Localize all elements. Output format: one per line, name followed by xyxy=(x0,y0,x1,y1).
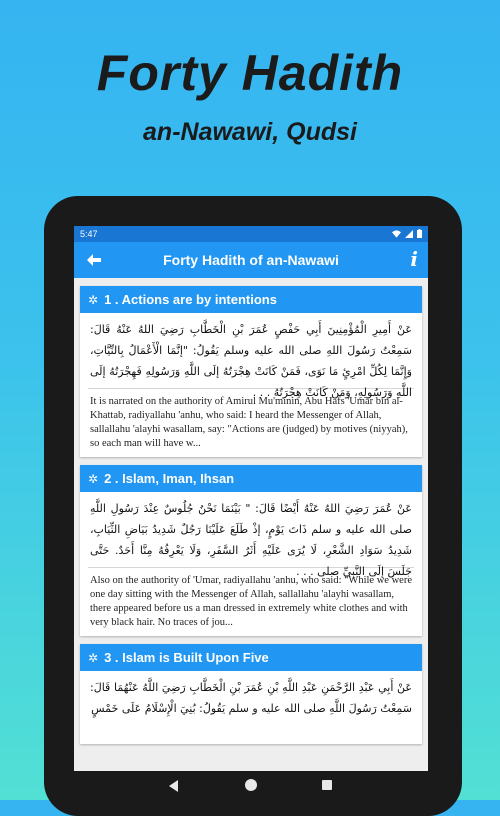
gear-icon: ✲ xyxy=(88,650,99,665)
signal-icon xyxy=(405,230,413,238)
nav-recents-icon[interactable] xyxy=(322,780,332,790)
hadith-card-2[interactable] xyxy=(80,465,422,636)
nav-home-icon[interactable] xyxy=(245,779,257,791)
hadith-card-3[interactable] xyxy=(80,644,422,744)
hadith-arabic-text: عَنْ أَبِي عَبْدِ الرَّحْمَنِ عَبْدِ اللَّهِ بْنِ عُمَرَ بْنِ الْخَطَّابِ رَضِيَ اللَّهُ عَنْهُمَا قَالَ: سَمِعْتُ رَسُولَ اللَّهِ صلى الله عليه و سلم يَقُولُ: بُنِيَ الْإِسْلَامُ عَلَى خَمْسٍ xyxy=(90,681,412,715)
hadith-card-header xyxy=(80,465,422,492)
wifi-icon xyxy=(392,230,401,238)
hadith-english-text: Also on the authority of 'Umar, radiyallahu 'anhu, who said: "While we were one day sitting with the Messenger of Allah, sallallahu 'alayhi wasallam, there appeared before us a man dressed in extremely white clothes and with very black hair. No traces of jou... xyxy=(90,575,412,628)
hadith-title: 2 . Islam, Iman, Ihsan xyxy=(104,471,235,486)
info-icon[interactable]: i xyxy=(410,247,418,271)
gear-icon: ✲ xyxy=(88,292,99,307)
hadith-list[interactable] xyxy=(80,286,422,752)
gear-icon: ✲ xyxy=(88,471,99,486)
hadith-title: 3 . Islam is Built Upon Five xyxy=(104,650,269,665)
hadith-english-text: It is narrated on the authority of Amirul Mu'minin, Abu Hafs 'Umar bin al-Khattab, radiyallahu 'anhu, who said: I heard the Messenger of Allah, sallallahu 'alayhi wasallam, say: "Actions are (judged) by motives (niyyah), so each man will have w... xyxy=(90,396,408,449)
back-arrow-icon[interactable] xyxy=(84,250,104,270)
app-bar-title: Forty Hadith of an-Nawawi xyxy=(163,252,339,268)
promo-title: Forty Hadith xyxy=(96,45,404,101)
app-bar xyxy=(74,242,428,278)
hadith-arabic-text: عَنْ عُمَرَ رَضِيَ اللهُ عَنْهُ أَيْضًا قَالَ: " بَيْنَمَا نَحْنُ جُلُوسٌ عِنْدَ رَسُولِ اللَّهِ صلى الله عليه و سلم ذَاتَ يَوْمٍ، إذْ طَلَعَ عَلَيْنَا رَجُلٌ شَدِيدُ بَيَاضِ الثِّيَابِ، شَدِيدُ سَوَادِ الشَّعْرِ، لَا يُرَى عَلَيْهِ أَثَرُ السَّفَرِ، وَلَا يَعْرِفُهُ مِنَّا أَحَدٌ. حَتَّى جَلَسَ إلَى النَّبِيِّ صلى . . . xyxy=(90,502,412,578)
hadith-card-1[interactable] xyxy=(80,286,422,457)
hadith-title: 1 . Actions are by intentions xyxy=(104,292,277,307)
nav-back-icon[interactable] xyxy=(169,780,178,792)
hadith-card-header xyxy=(80,286,422,313)
promo-subtitle: an-Nawawi, Qudsi xyxy=(143,118,357,146)
hadith-card-header xyxy=(80,644,422,671)
battery-icon xyxy=(417,229,422,238)
app-screen xyxy=(74,226,428,771)
status-time: 5:47 xyxy=(80,229,98,239)
system-nav-bar xyxy=(74,771,428,800)
status-bar xyxy=(74,226,428,242)
hadith-arabic-text: عَنْ أَمِيرِ الْمُؤْمِنِينَ أَبِي حَفْصٍ عُمَرَ بْنِ الْخَطَّابِ رَضِيَ اللهُ عَنْهُ قَالَ: سَمِعْتُ رَسُولَ اللهِ صلى الله عليه وسلم يَقُولُ: "إنَّمَا الْأَعْمَالُ بِالنِّيَّاتِ، وَإِنَّمَا لِكُلِّ امْرِئٍ مَا نَوَى، فَمَنْ كَانَتْ هِجْرَتُهُ إلَى اللَّهِ وَرَسُولِهِ فَهِجْرَتُهُ إلَى اللَّهِ وَرَسُولِهِ، وَمَنْ كَانَتْ هِجْرَتُهُ . . . xyxy=(90,323,412,399)
